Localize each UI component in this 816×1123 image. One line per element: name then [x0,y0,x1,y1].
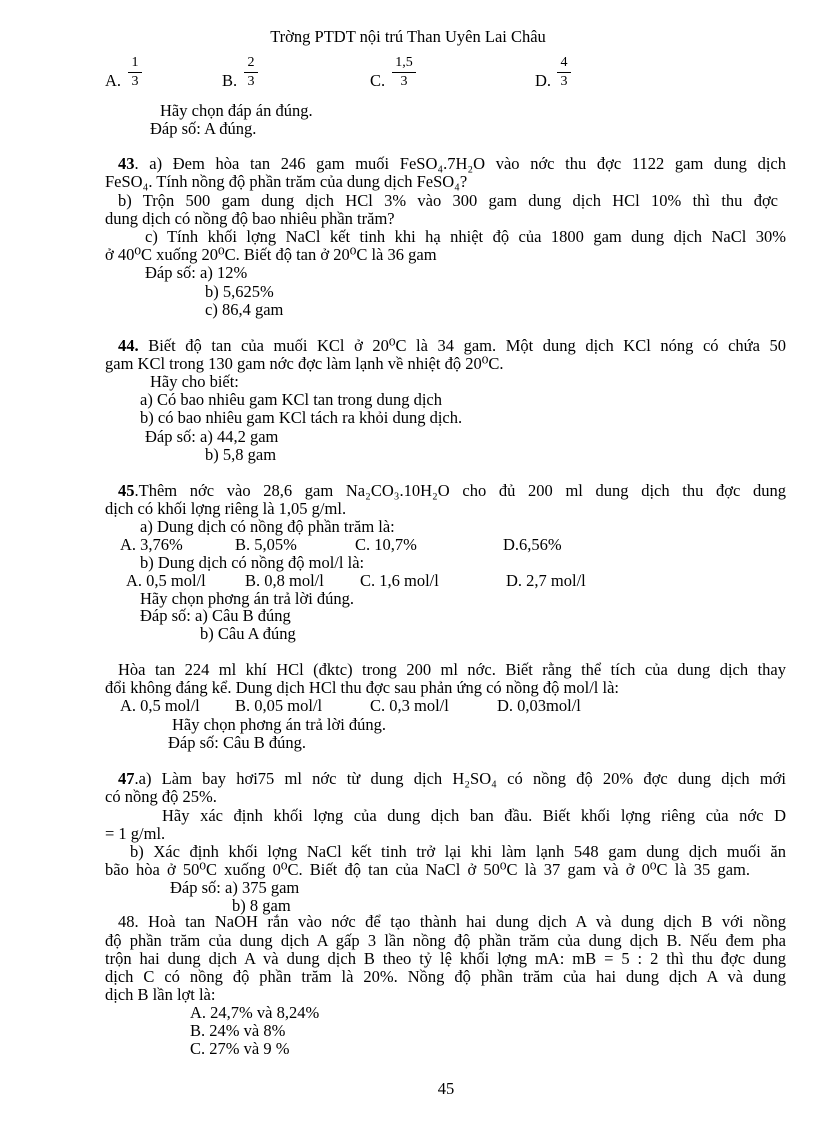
q43-c-line1: c) Tính khối lợng NaCl kết tinh khi hạ nhiệt độ của 1800 gam dung dịch NaCl 30% [145,227,786,246]
q47-line1 [118,770,786,788]
q45-line1 [118,482,786,500]
q46-option-b: B. 0,05 mol/l [235,696,323,715]
q44-a: a) Có bao nhiêu gam KCl tan trong dung dịch [140,390,442,409]
q45-a-option-b: B. 5,05% [235,535,297,554]
q45-b-option-b: B. 0,8 mol/l [245,571,324,590]
q45-choose: Hãy chọn phơng án trả lời đúng. [140,589,355,608]
q44-answer-a: Đáp số: a) 44,2 gam [145,427,279,446]
option-c-fraction: 1,5 3 [392,55,416,90]
q43-answer-a: Đáp số: a) 12% [145,263,248,282]
q44-line2: gam KCl trong 130 gam nớc đợc làm lạnh về nhiệt độ 20⁰C. [105,354,504,373]
q47-number: 47 [118,769,135,788]
option-a-letter: A. [105,71,122,90]
page-number: 45 [437,1079,455,1098]
q45-a-option-d: D.6,56% [503,535,562,554]
q47-line3: Hãy xác định khối lợng của dung dịch ban đầu. Biết khối lợng riêng của nớc D [162,806,786,825]
q45-b-option-a: A. 0,5 mol/l [126,571,206,590]
q48-line2: độ phần trăm của dung dịch A gấp 3 lần nồng độ phần trăm của dung dịch B. Nếu đem pha [105,931,786,950]
q45-a-option-c: C. 10,7% [355,535,417,554]
q46-choose: Hãy chọn phơng án trả lời đúng. [172,715,387,734]
q43-line1-text: . a) Đem hòa tan 246 gam muối FeSO₄.7H₂O vào nớc thu đợc 1122 gam dung dịch [134,154,786,173]
top-answer-text: Đáp số: A đúng. [150,119,257,138]
q47-answer-a: Đáp số: a) 375 gam [170,878,300,897]
q44-line1-text: Biết độ tan của muối KCl ở 20⁰C là 34 gam. Một dung dịch KCl nóng có chứa 50 [138,336,786,355]
q46-line1: Hòa tan 224 ml khí HCl (đktc) trong 200 ml nớc. Biết rằng thể tích của dung dịch thay [118,660,786,679]
q45-b-option-d: D. 2,7 mol/l [506,571,586,590]
q46-answer: Đáp số: Câu B đúng. [168,733,306,752]
q44-b: b) có bao nhiêu gam KCl tách ra khỏi dung dịch. [140,408,463,427]
option-d-fraction: 4 3 [557,55,571,90]
q43-line1 [118,155,786,173]
q48-option-c: C. 27% và 9 % [190,1039,290,1058]
q43-line2: FeSO₄. Tính nồng độ phần trăm của dung dịch FeSO₄? [105,172,468,191]
q46-option-c: C. 0,3 mol/l [370,696,449,715]
option-b-letter: B. [222,71,238,90]
option-b-fraction: 2 3 [244,55,258,90]
q48-line1: 48. Hoà tan NaOH rắn vào nớc để tạo thành hai dung dịch A và dung dịch B với nồng [118,912,786,931]
q45-answer-b: b) Câu A đúng [200,624,296,643]
q48-line3: trộn hai dung dịch A và dung dịch B theo tỷ lệ khối lợng mA: mB = 5 : 2 thì thu đợc dung [105,949,786,968]
option-d-letter: D. [535,71,552,90]
q47-line1-text: .a) Làm bay hơi75 ml nớc từ dung dịch H₂SO₄ có nồng độ 20% đợc dung dịch mới [134,769,786,788]
option-c-letter: C. [370,71,386,90]
q43-c-line2: ở 40⁰C xuống 20⁰C. Biết độ tan ở 20⁰C là 36 gam [105,245,437,264]
q45-line2: dịch có khối lợng riêng là 1,05 g/ml. [105,499,347,518]
q43-b-line1: b) Trộn 500 gam dung dịch HCl 3% vào 300 gam dung dịch HCl 10% thì thu đợc [118,191,778,210]
q45-number: 45 [118,481,135,500]
q45-a-question: a) Dung dịch có nồng độ phần trăm là: [140,517,395,536]
q48-line5: dịch B lần lợt là: [105,985,216,1004]
q45-a-option-a: A. 3,76% [120,535,183,554]
q44-answer-b: b) 5,8 gam [205,445,277,464]
q45-b-option-c: C. 1,6 mol/l [360,571,439,590]
q43-number: 43 [118,154,135,173]
q44-number: 44. [118,336,139,355]
q43-b-line2: dung dịch có nồng độ bao nhiêu phần trăm? [105,209,395,228]
q48-option-b: B. 24% và 8% [190,1021,286,1040]
q45-line1-text: .Thêm nớc vào 28,6 gam Na₂CO₃.10H₂O cho đủ 200 ml dung dịch thu đợc dung [134,481,786,500]
q43-answer-b: b) 5,625% [205,282,274,301]
q44-prompt: Hãy cho biết: [150,372,239,391]
q46-line2: đổi không đáng kể. Dung dịch HCl thu đợc sau phản ứng có nồng độ mol/l là: [105,678,619,697]
q46-option-a: A. 0,5 mol/l [120,696,200,715]
q45-b-question: b) Dung dịch có nồng độ mol/l là: [140,553,365,572]
top-choose-text: Hãy chọn đáp án đúng. [160,101,313,120]
q46-option-d: D. 0,03mol/l [497,696,581,715]
q47-answer-b: b) 8 gam [232,896,291,915]
q48-option-a: A. 24,7% và 8,24% [190,1003,320,1022]
q43-answer-c: c) 86,4 gam [205,300,284,319]
option-a-fraction: 1 3 [128,55,142,90]
q45-answer-a: Đáp số: a) Câu B đúng [140,606,291,625]
page-header: Trờng PTDT nội trú Than Uyên Lai Châu [270,27,546,46]
q48-line4: dịch C có nồng độ phần trăm là 20%. Nồng độ phần trăm của hai dung dịch A và dung [105,967,786,986]
q47-line4: = 1 g/ml. [105,824,166,843]
q47-line2: có nồng độ 25%. [105,787,217,806]
q47-b-line2: bão hòa ở 50⁰C xuống 0⁰C. Biết độ tan của NaCl ở 50⁰C là 37 gam và ở 0⁰C là 35 gam. [105,860,750,879]
q44-line1 [118,337,786,355]
q47-b-line1: b) Xác định khối lợng NaCl kết tinh trở lại khi làm lạnh 548 gam dung dịch muối ăn [130,842,786,861]
